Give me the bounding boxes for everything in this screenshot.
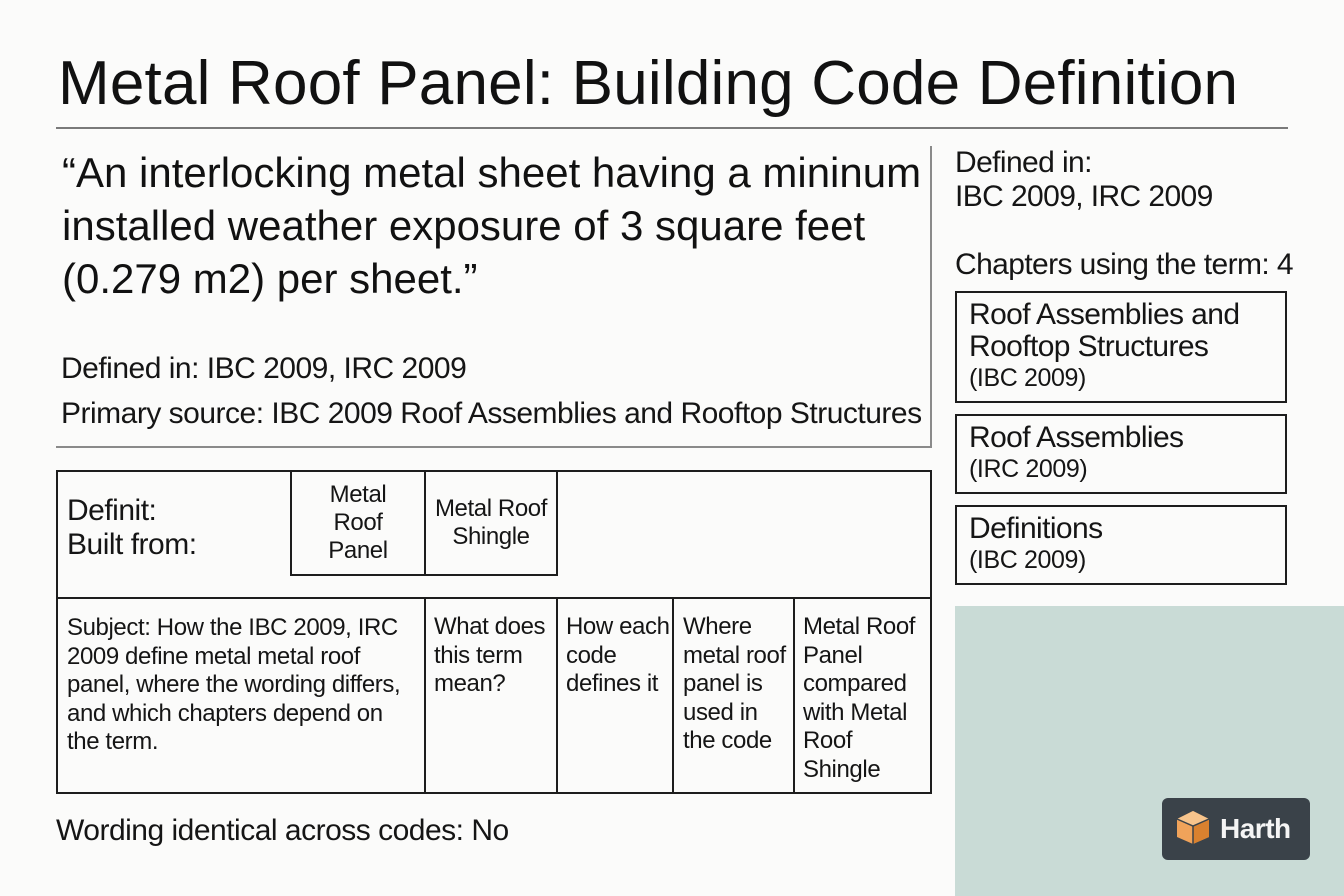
chapter-code: (IBC 2009) xyxy=(969,364,1086,392)
title-divider xyxy=(56,127,1288,129)
grid-divider xyxy=(56,597,932,599)
page-title: Metal Roof Panel: Building Code Definition xyxy=(58,49,1239,118)
defined-in-line: Defined in: IBC 2009, IRC 2009 xyxy=(61,352,467,385)
built-from-term-label: Metal Roof Shingle xyxy=(434,495,548,550)
grid-column-divider xyxy=(793,598,795,792)
question-cell[interactable]: What does this term mean? xyxy=(434,613,546,697)
question-cell[interactable]: Metal Roof Panel compared with Metal Roof Shingle xyxy=(803,613,916,783)
built-from-label xyxy=(67,494,197,562)
chapter-card[interactable] xyxy=(955,414,1287,494)
built-from-term-label: Metal Roof Panel xyxy=(328,481,388,564)
cube-icon xyxy=(1174,808,1212,851)
grid-column-divider xyxy=(556,598,558,792)
chapter-name: Roof Assemblies and Rooftop Structures xyxy=(969,298,1240,363)
chapter-card[interactable] xyxy=(955,505,1287,585)
sidebar-chapters-count: Chapters using the term: 4 xyxy=(955,248,1293,281)
definition-quote: “An interlocking metal sheet having a mininum installed weather exposure of 3 square feet (0.279 m2) per sheet.” xyxy=(62,149,922,302)
question-cell[interactable]: Where metal roof panel is used in the code xyxy=(683,613,786,754)
question-cell[interactable]: How each code defines it xyxy=(566,613,670,697)
built-from-term[interactable] xyxy=(290,470,426,576)
built-from-term[interactable] xyxy=(424,470,558,576)
wording-identical-line: Wording identical across codes: No xyxy=(56,814,509,847)
primary-source-line: Primary source: IBC 2009 Roof Assemblies and Rooftop Structures xyxy=(61,397,922,430)
grid-column-divider xyxy=(672,598,674,792)
grid-column-divider xyxy=(424,598,426,792)
sidebar-defined-in-value: IBC 2009, IRC 2009 xyxy=(955,180,1213,213)
built-from-label-line1: Definit: xyxy=(67,494,157,527)
chapter-name: Roof Assemblies xyxy=(969,421,1184,454)
built-from-label-line2: Built from: xyxy=(67,528,197,561)
sidebar-defined-in-label: Defined in: xyxy=(955,146,1092,179)
subject-cell: Subject: How the IBC 2009, IRC 2009 define metal metal roof panel, where the wording differs, and which chapters depend on the term. xyxy=(67,614,401,755)
brand-logo-text: Harth xyxy=(1220,813,1291,844)
chapter-code: (IBC 2009) xyxy=(969,546,1086,574)
chapter-code: (IRC 2009) xyxy=(969,455,1088,483)
brand-logo xyxy=(1162,798,1310,860)
chapter-name: Definitions xyxy=(969,512,1103,545)
chapter-card[interactable] xyxy=(955,291,1287,403)
